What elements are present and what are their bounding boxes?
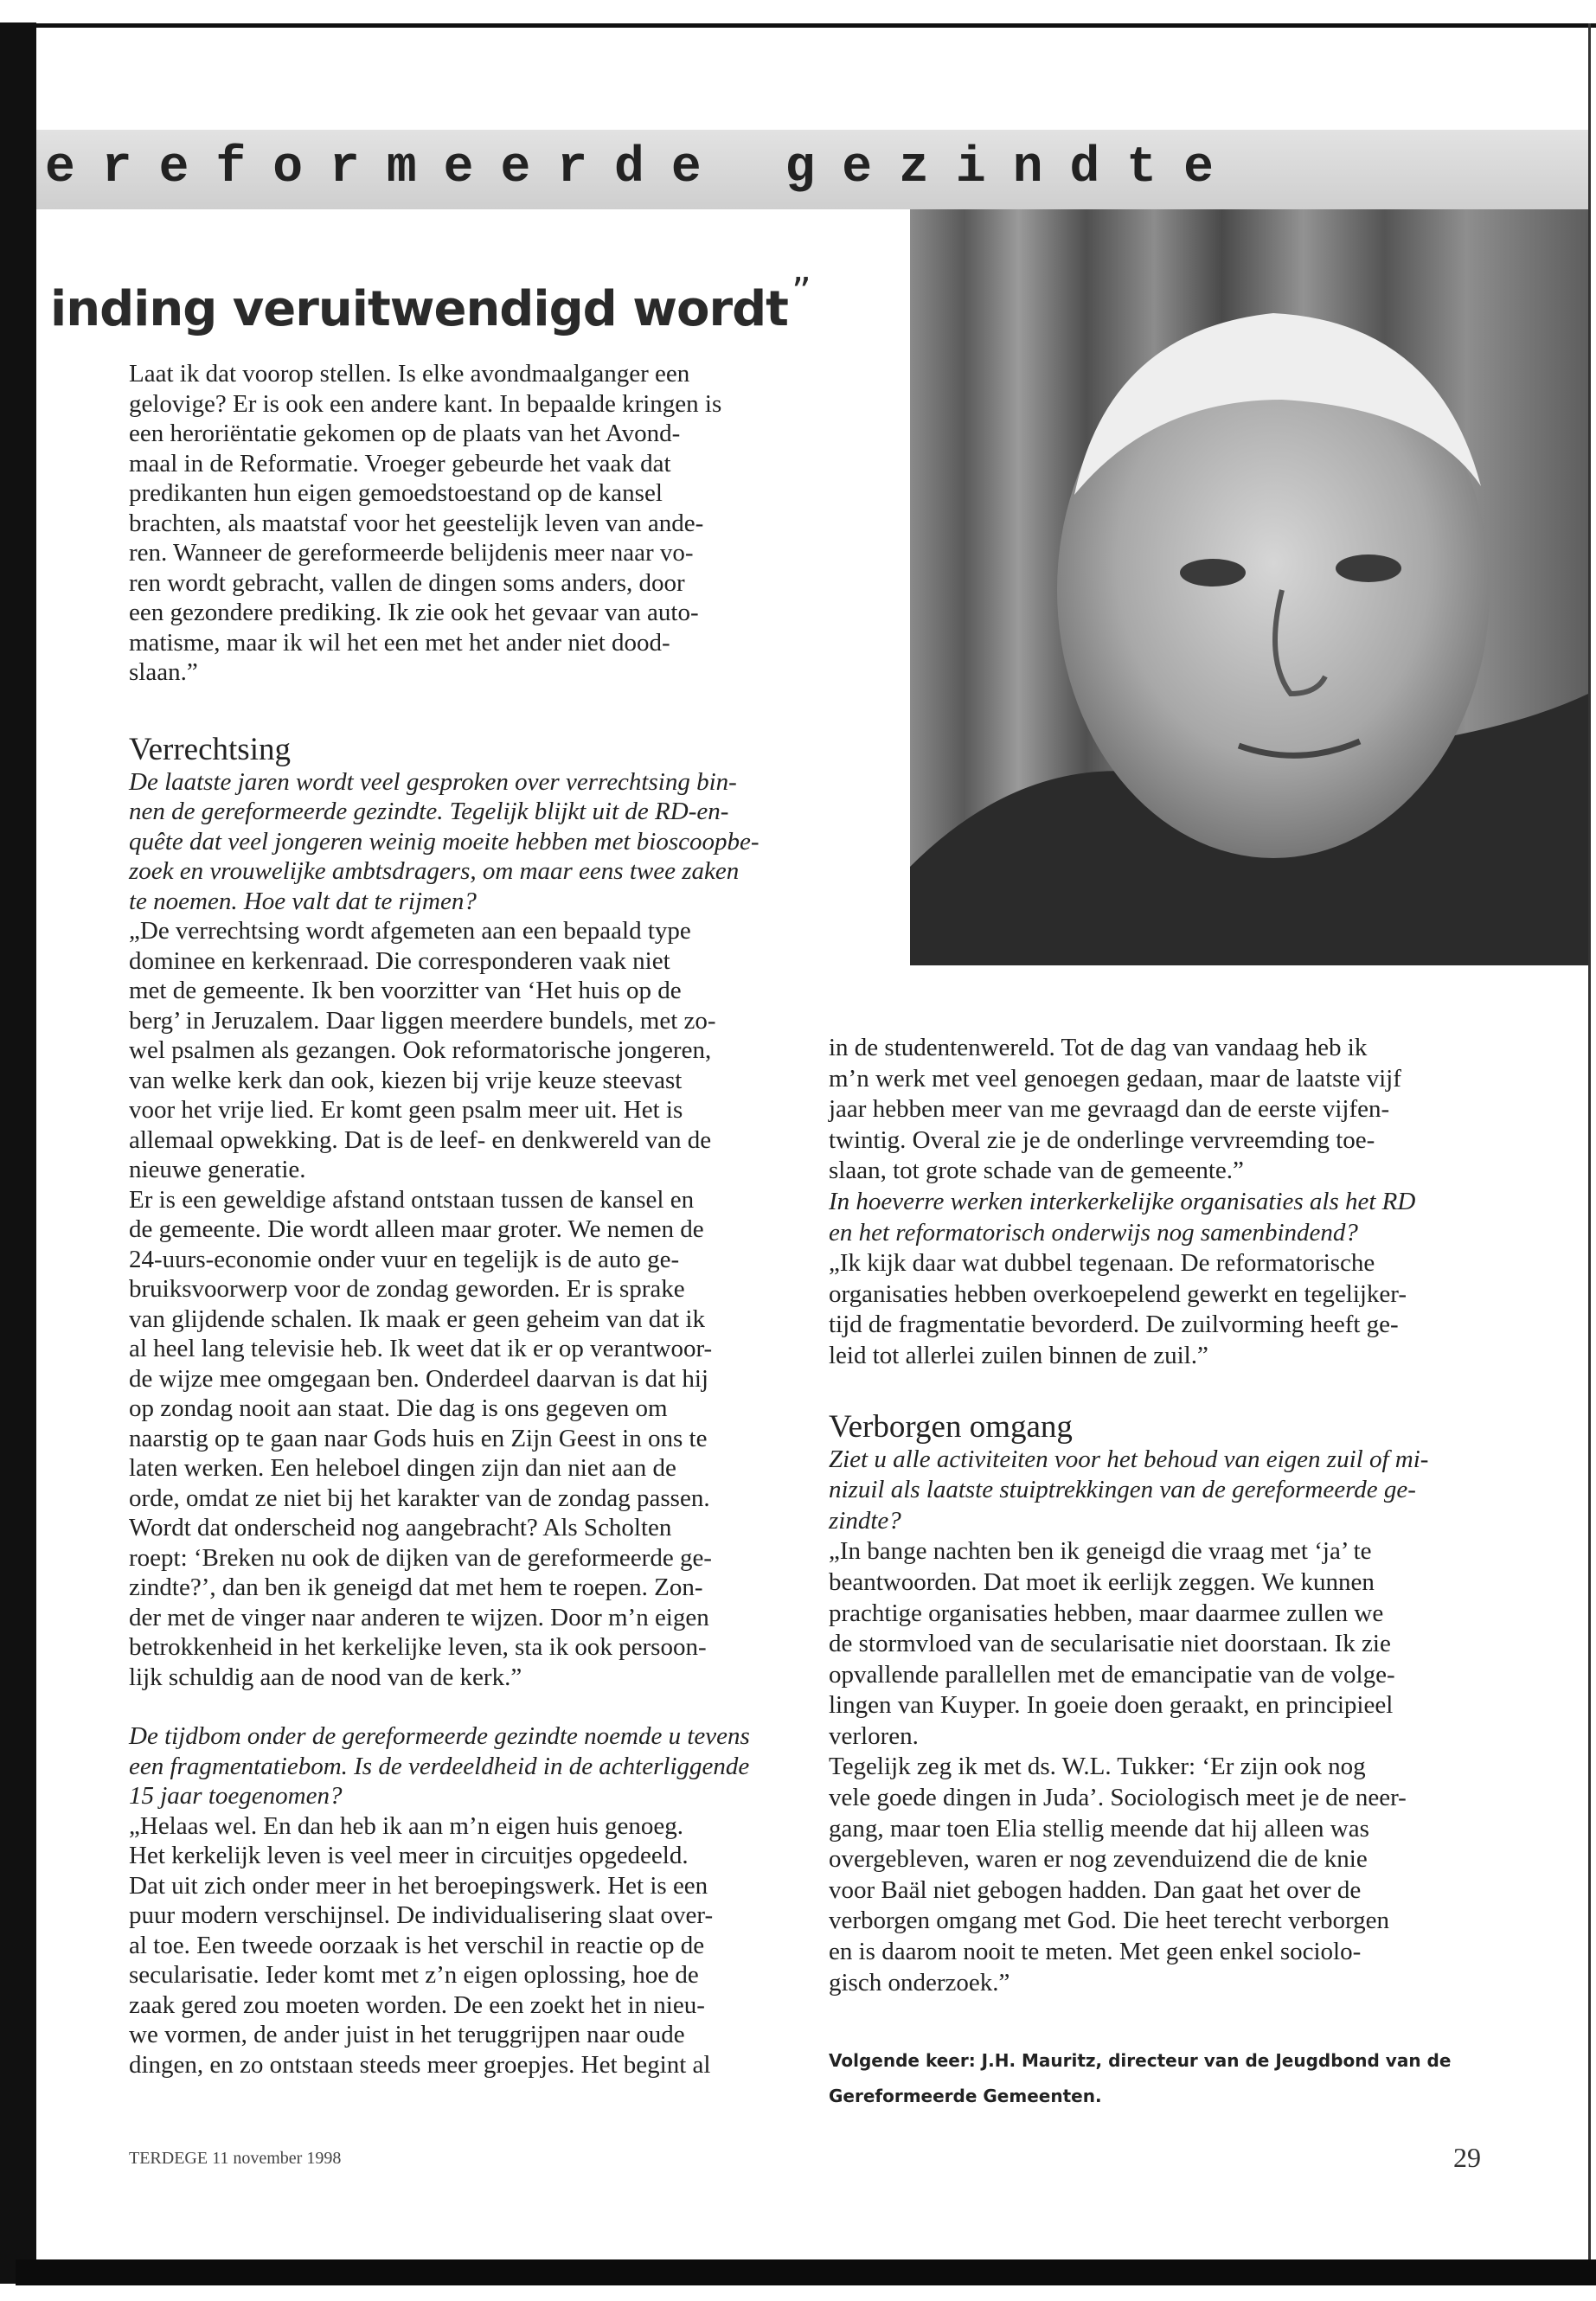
page-number: 29	[1453, 2142, 1481, 2173]
left-column	[129, 359, 804, 2080]
paragraph-intro: Laat ik dat voorop stellen. Is elke avondmaalganger een gelovige? Er is ook een andere kant. In bepaalde kringen is een heroriëntatie gekomen op de plaats van het Avond- maal in de Reformatie. Vroeger gebeurde het vaak dat predikanten hun eigen gemoedstoestand op de kansel brachten, als maatstaf voor het geestelijk leven van ande- ren. Wanneer de gereformeerde belijdenis meer naar vo- ren wordt gebracht, vallen de dingen soms anders, door een gezondere prediking. Ik zie ook het gevaar van auto- matisme, maar ik wil het een met het ander niet dood- slaan.”	[129, 360, 722, 686]
right-column	[829, 1033, 1555, 1998]
answer-4: „In bange nachten ben ik geneigd die vraag met ‘ja’ te beantwoorden. Dat moet ik eerlijk zeggen. We kunnen prachtige organisaties hebben, maar daarmee zullen we de stormvloed van de secularisatie niet doorstaan. Ik zie opvallende parallellen met de emancipatie van de volge- lingen van Kuyper. In goeie doen geraakt, en principieel verloren. Tegelijk zeg ik met ds. W.L. Tukker: ‘Er zijn ook nog vele goede dingen in Juda’. Sociologisch meet je de neer- gang, maar toen Elia stellig meende dat hij alleen was overgebleven, waren er nog zevenduizend die de knie voor Baäl niet gebogen hadden. Dan gaat het over de verborgen omgang met God. Die heet terecht verborgen en is daarom nooit te meten. Met geen enkel sociolo- gisch onderzoek.”	[829, 1537, 1407, 1997]
scan-edge-left	[0, 22, 36, 2284]
closing-quote: ”	[791, 270, 811, 314]
scan-edge-top	[26, 23, 1596, 28]
question-1: De laatste jaren wordt veel gesproken over verrechtsing bin- nen de gereformeerde gezindte. Tegelijk blijkt uit de RD-en- quête dat veel jongeren weinig moeite hebben met bioscoopbe- zoek en vrouwelijke ambtsdragers, om maar eens twee zaken te noemen. Hoe valt dat te rijmen?	[129, 767, 760, 915]
publication-footer: TERDEGE 11 november 1998	[129, 2149, 342, 2168]
scan-edge-bottom	[16, 2259, 1596, 2285]
question-3: In hoeverre werken interkerkelijke organisaties als het RD en het reformatorisch onderwijs nog samenbindend?	[829, 1187, 1416, 1247]
section-band-text: ereformeerde gezindte	[45, 140, 1240, 196]
next-issue-note: Volgende keer: J.H. Mauritz, directeur van de Jeugdbond van de Gereformeerde Gemeenten.	[829, 2050, 1452, 2106]
portrait-photo	[910, 209, 1588, 965]
article-title-text: inding veruitwendigd wordt	[50, 281, 788, 337]
answer-2: „Helaas wel. En dan heb ik aan m’n eigen huis genoeg. Het kerkelijk leven is veel meer in circuitjes opgedeeld. Dat uit zich onder meer in het beroepingswerk. Het is een puur modern verschijnsel. De individualisering slaat over- al toe. Een tweede oorzaak is het verschil in reactie op de secularisatie. Ieder komt met z’n eigen oplossing, hoe de zaak gered zou moeten worden. De een zoekt het in nieu- we vormen, de ander juist in het teruggrijpen naar oude dingen, en zo ontstaan steeds meer groepjes. Het begint al	[129, 1811, 714, 2079]
answer-2-continued: in de studentenwereld. Tot de dag van vandaag heb ik m’n werk met veel genoegen gedaan, maar de laatste vijf jaar hebben meer van me gevraagd dan de eerste vijfen- twintig. Overal zie je de onderlinge vervreemding toe- slaan, tot grote schade van de gemeente.”	[829, 1034, 1401, 1185]
answer-1: „De verrechtsing wordt afgemeten aan een bepaald type dominee en kerkenraad. Die corresponderen vaak niet met de gemeente. Ik ben voorzitter van ‘Het huis op de berg’ in Jeruzalem. Daar liggen meerdere bundels, met zo- wel psalmen als gezangen. Ook reformatorische jongeren, van welke kerk dan ook, kiezen bij vrije keuze steevast voor het vrije lied. Er komt geen psalm meer uit. Het is allemaal opwekking. Dat is de leef- en denkwereld van de nieuwe generatie. Er is een geweldige afstand ontstaan tussen de kansel en de gemeente. Die wordt alleen maar groter. We nemen de 24-uurs-economie onder vuur en tegelijk is de auto ge- bruiksvoorwerp voor de zondag geworden. Er is sprake van glijdende schalen. Ik maak er geen geheim van dat ik al heel lang televisie heb. Ik weet dat ik er op verantwoor- de wijze mee omgegaan ben. Onderdeel daarvan is dat hij op zondag nooit aan staat. Die dag is ons gegeven om naarstig op te gaan naar Gods huis en Zijn Geest in ons te laten werken. Een heleboel dingen zijn dan niet aan de orde, omdat ze niet bij het karakter van de zondag passen. Wordt dat onderscheid nog aangebracht? Als Scholten roept: ‘Breken nu ook de dijken van de gereformeerde ge- zindte?’, dan ben ik geneigd dat met hem te roepen. Zon- der met de vinger naar anderen te wijzen. Door m’n eigen betrokkenheid in het kerkelijke leven, sta ik ook persoon- lijk schuldig aan de nood van de kerk.”	[129, 917, 716, 1691]
page-border-right	[1588, 23, 1591, 2264]
answer-3: „Ik kijk daar wat dubbel tegenaan. De reformatorische organisaties hebben overkoepelend gewerkt en tegelijker- tijd de fragmentatie bevorderd. De zuilvorming heeft ge- leid tot allerlei zuilen binnen de zuil.”	[829, 1249, 1407, 1369]
subheading-verborgen-omgang: Verborgen omgang	[829, 1408, 1073, 1445]
question-4: Ziet u alle activiteiten voor het behoud van eigen zuil of mi- nizuil als laatste stuiptrekkingen van de gereformeerde ge- zindte?	[829, 1445, 1429, 1535]
question-2: De tijdbom onder de gereformeerde gezindte noemde u tevens een fragmentatiebom. Is de verdeeldheid in de achterliggende 15 jaar toegenomen?	[129, 1722, 750, 1810]
subheading-verrechtsing: Verrechtsing	[129, 731, 291, 767]
article-title	[50, 270, 811, 337]
